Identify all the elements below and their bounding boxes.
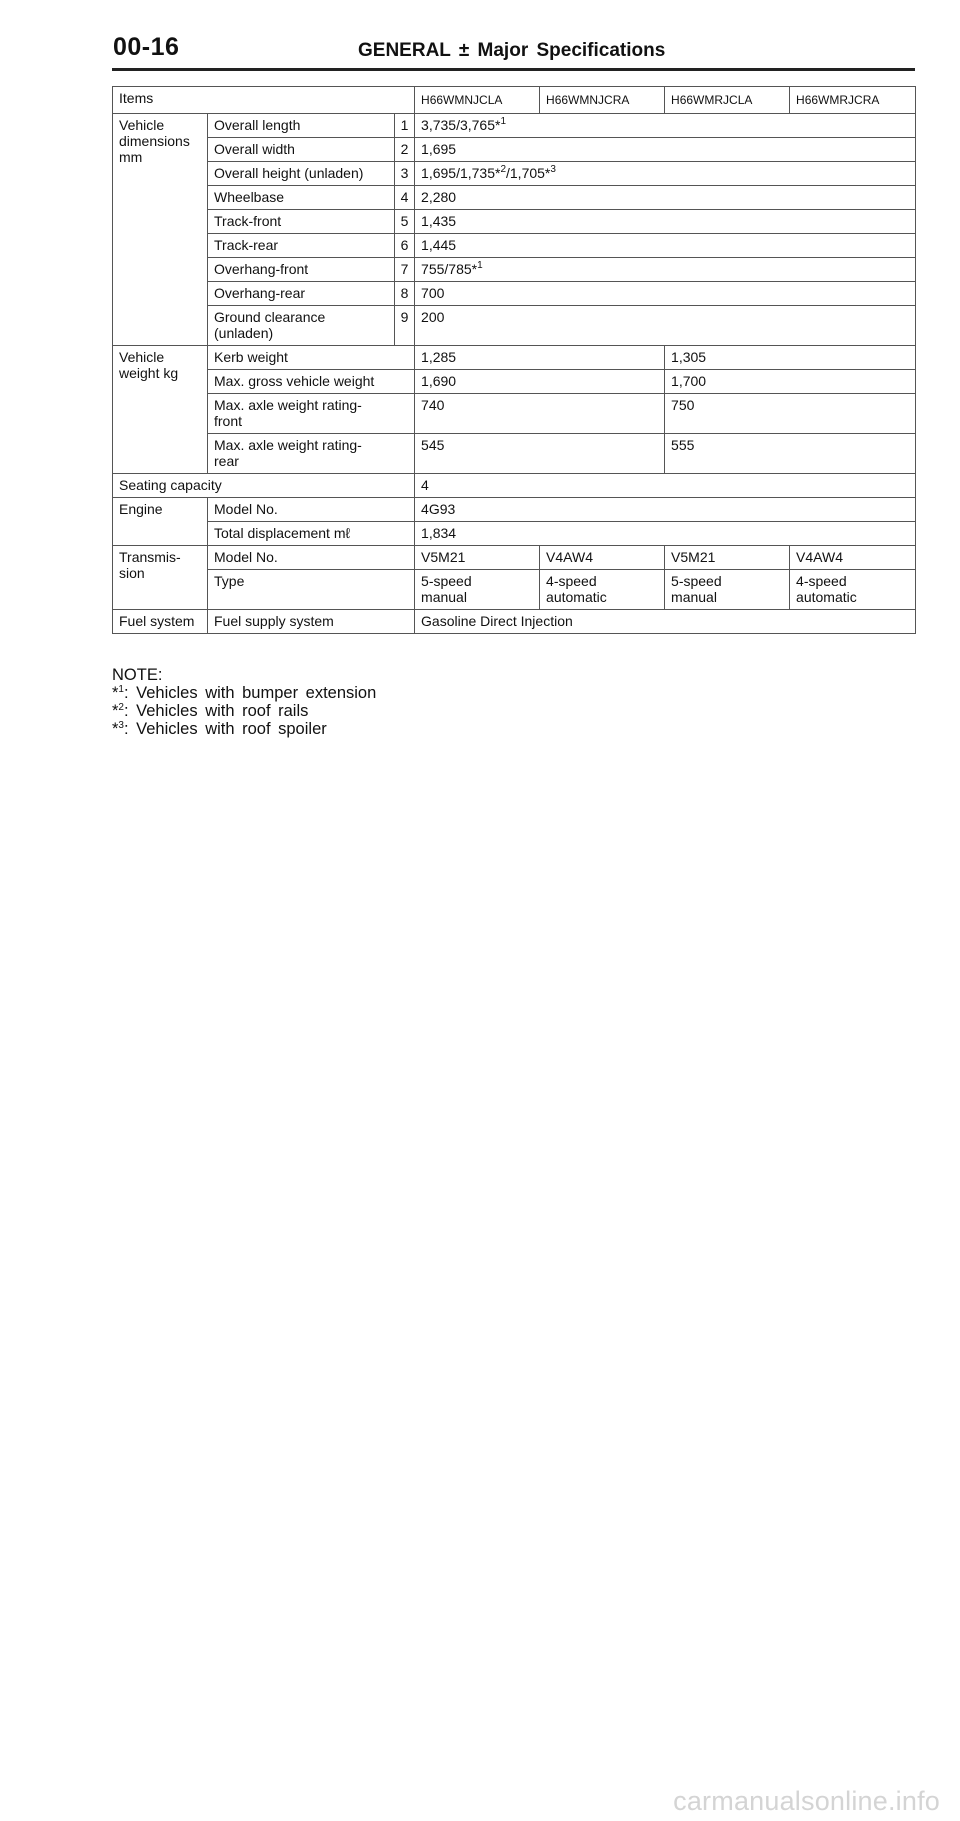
table-row: [113, 370, 916, 394]
model-header: H66WMRJCLA: [665, 87, 790, 114]
row-label: Max. gross vehicle weight: [208, 370, 415, 394]
row-value: 1,435: [415, 210, 916, 234]
row-value: 1,690: [415, 370, 665, 394]
row-value: [415, 258, 916, 282]
items-header: Items: [113, 87, 415, 114]
table-row: [113, 258, 916, 282]
row-label: Model No.: [208, 546, 415, 570]
footnote-ref: 1: [500, 116, 506, 127]
row-label: Model No.: [208, 498, 415, 522]
row-number: 9: [395, 306, 415, 346]
footnote-ref: 1: [477, 260, 483, 271]
value-text: 3,735/3,765*: [421, 117, 501, 133]
row-number: 6: [395, 234, 415, 258]
table-row: [113, 498, 916, 522]
row-label: Kerb weight: [208, 346, 415, 370]
row-value: Gasoline Direct Injection: [415, 610, 916, 634]
model-header: H66WMNJCLA: [415, 87, 540, 114]
row-label: Type: [208, 570, 415, 610]
row-label: Track-front: [208, 210, 395, 234]
row-label: Max. axle weight rating-front: [208, 394, 415, 434]
footnote-ref: 3: [550, 164, 556, 175]
row-value: 200: [415, 306, 916, 346]
row-number: 1: [395, 114, 415, 138]
row-label: Overhang-rear: [208, 282, 395, 306]
footnote-ref: 2: [500, 164, 506, 175]
table-row: [113, 138, 916, 162]
row-number: 7: [395, 258, 415, 282]
table-row: [113, 306, 916, 346]
row-number: 3: [395, 162, 415, 186]
row-value: V4AW4: [540, 546, 665, 570]
row-value: 4: [415, 474, 916, 498]
row-value: 1,700: [665, 370, 916, 394]
row-value: [415, 162, 916, 186]
row-number: 2: [395, 138, 415, 162]
row-value: 5-speed manual: [665, 570, 790, 610]
table-row: [113, 346, 916, 370]
note-text: : Vehicles with bumper extension: [123, 684, 377, 702]
table-row: [113, 186, 916, 210]
row-value: V5M21: [665, 546, 790, 570]
table-header-row: [113, 87, 916, 114]
category-fuel: Fuel system: [113, 610, 208, 634]
table-row: [113, 474, 916, 498]
table-row: [113, 234, 916, 258]
row-label: Overhang-front: [208, 258, 395, 282]
note-number: 1: [118, 684, 124, 695]
row-value: 4-speed automatic: [540, 570, 665, 610]
row-value: 5-speed manual: [415, 570, 540, 610]
table-row: [113, 394, 916, 434]
row-label: Fuel supply system: [208, 610, 415, 634]
row-label: Seating capacity: [113, 474, 415, 498]
table-row: [113, 114, 916, 138]
row-label: Ground clearance (unladen): [208, 306, 395, 346]
value-text: 755/785*: [421, 261, 478, 277]
header-rule: [112, 68, 915, 71]
model-header: H66WMNJCRA: [540, 87, 665, 114]
table-row: [113, 434, 916, 474]
row-value: 1,695: [415, 138, 916, 162]
row-value: 555: [665, 434, 916, 474]
note-number: 2: [118, 702, 124, 713]
table-row: [113, 522, 916, 546]
row-label: Wheelbase: [208, 186, 395, 210]
note-item: [112, 702, 376, 720]
page-title: GENERAL ± Major Specifications: [358, 40, 666, 61]
watermark: carmanualsonline.info: [673, 1786, 940, 1816]
row-value: 1,445: [415, 234, 916, 258]
row-value: 700: [415, 282, 916, 306]
model-header: H66WMRJCRA: [790, 87, 916, 114]
note-marker: *: [112, 702, 119, 720]
table-row: [113, 610, 916, 634]
row-label: Overall length: [208, 114, 395, 138]
row-value: 1,305: [665, 346, 916, 370]
category-dimensions: Vehicle dimensions mm: [113, 114, 208, 346]
table-row: [113, 570, 916, 610]
row-label: Overall height (unladen): [208, 162, 395, 186]
note-marker: *: [112, 684, 119, 702]
page-number: 00-16: [113, 33, 180, 61]
value-text: /1,705*: [506, 165, 551, 181]
notes: [112, 666, 376, 738]
row-number: 8: [395, 282, 415, 306]
row-value: 545: [415, 434, 665, 474]
row-value: 1,285: [415, 346, 665, 370]
category-weight: Vehicle weight kg: [113, 346, 208, 474]
note-text: : Vehicles with roof rails: [123, 702, 309, 720]
row-value: 740: [415, 394, 665, 434]
specifications-table: [112, 86, 916, 634]
note-number: 3: [118, 720, 124, 731]
row-value: 750: [665, 394, 916, 434]
note-item: [112, 720, 376, 738]
category-transmission: Transmis- sion: [113, 546, 208, 610]
category-engine: Engine: [113, 498, 208, 546]
table-row: [113, 282, 916, 306]
note-text: : Vehicles with roof spoiler: [123, 720, 327, 738]
note-item: [112, 684, 376, 702]
row-label: Max. axle weight rating-rear: [208, 434, 415, 474]
row-value: 1,834: [415, 522, 916, 546]
row-value: 4-speed automatic: [790, 570, 916, 610]
notes-heading: NOTE:: [112, 666, 163, 684]
row-value: V5M21: [415, 546, 540, 570]
table-row: [113, 210, 916, 234]
note-marker: *: [112, 720, 119, 738]
row-label: Overall width: [208, 138, 395, 162]
row-number: 4: [395, 186, 415, 210]
table-row: [113, 546, 916, 570]
row-value: 2,280: [415, 186, 916, 210]
row-value: V4AW4: [790, 546, 916, 570]
row-value: 4G93: [415, 498, 916, 522]
value-text: 1,695/1,735*: [421, 165, 501, 181]
row-number: 5: [395, 210, 415, 234]
row-label: Track-rear: [208, 234, 395, 258]
row-value: [415, 114, 916, 138]
row-label: Total displacement mℓ: [208, 522, 415, 546]
table-row: [113, 162, 916, 186]
